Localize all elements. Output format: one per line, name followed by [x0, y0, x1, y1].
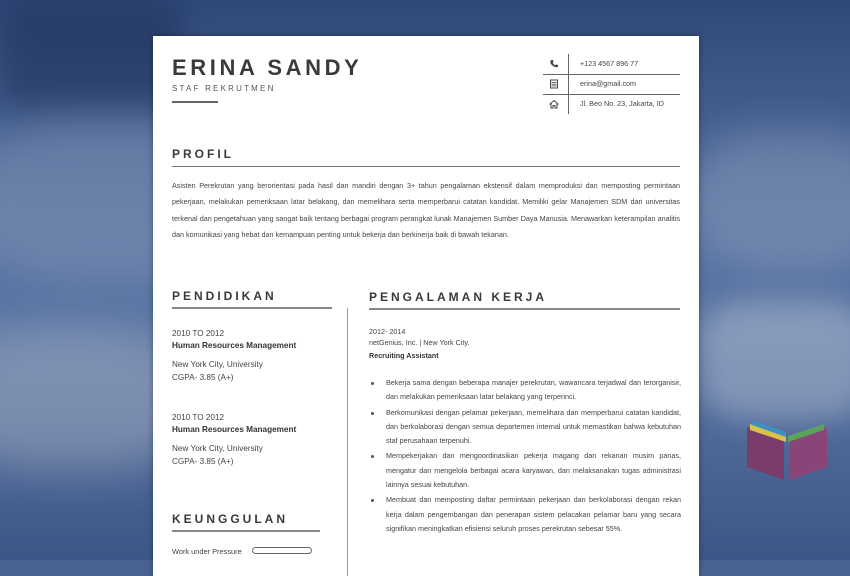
contact-email: erina@gmail.com — [543, 74, 680, 94]
profile-text: Asisten Perekrutan yang berorientasi pada hasil dan mandiri dengan 3+ tahun pengalaman ekstensif dalam memproduksi dan memposting permintaan pekerjaan, melakukan pemeriksaan latar belakang, dan memelihara serta memperbarui catatan kandidat. Memiliki gelar Manajemen SDM dari universitas terkenal dan pengetahuan yang sangat baik tentang berbagai program perangkat lunak Manajemen Sumber Daya Manusia. Menawarkan keterampilan analitis dan komunikasi yang hebat dan kemampuan penting untuk bekerja dan berkinerja baik di bawah tekanan. — [172, 181, 680, 240]
job-bullet: Membuat dan memposting daftar permintaan pekerjaan dan berkolaborasi dengan rekan kerja dalam pengembangan dan penerapan sistem pelacakan pelamar baru yang secara signifikan meningkatkan efisiensi seluruh proses perekrutan sebesar 55%. — [369, 493, 681, 536]
experience-heading: PENGALAMAN KERJA — [369, 290, 548, 304]
profile-rule — [172, 166, 680, 167]
book-graphic — [742, 412, 832, 482]
email-icon — [549, 79, 559, 89]
profile-heading: PROFIL — [172, 147, 234, 161]
candidate-name: ERINA SANDY — [172, 55, 363, 80]
skill-level-bar — [252, 547, 312, 554]
education-item: 2010 TO 2012 Human Resources Management New York City, University CGPA- 3.85 (A+) — [172, 329, 297, 382]
experience-rule — [369, 308, 680, 310]
contact-address: Jl. Beo No. 23, Jakarta, ID — [543, 94, 680, 114]
contact-phone: +123 4567 896 77 — [543, 54, 680, 74]
job-bullets — [369, 376, 681, 536]
phone-icon — [549, 59, 559, 69]
home-icon — [549, 99, 559, 109]
education-item: 2010 TO 2012 Human Resources Management New York City, University CGPA- 3.85 (A+) — [172, 413, 297, 466]
column-divider — [347, 308, 348, 576]
name-underline — [172, 101, 218, 103]
job-bullet: Berkomunikasi dengan pelamar pekerjaan, memelihara dan memperbarui catatan kandidat, dan berkolaborasi dengan semua departemen internal untuk memastikan bahwa kebutuhan staf perusahaan terpenuhi. — [369, 406, 681, 449]
education-rule — [172, 307, 332, 309]
job-bullet: Bekerja sama dengan beberapa manajer perekrutan, wawancara terjadwal dan terorganisir, dan melakukan pemeriksaan latar belakang yang terperinci. — [369, 376, 681, 405]
skills-rule — [172, 530, 320, 532]
candidate-role: STAF REKRUTMEN — [172, 84, 276, 93]
contact-block — [543, 54, 680, 114]
skills-heading: KEUNGGULAN — [172, 512, 288, 526]
resume-page — [153, 36, 699, 576]
education-heading: PENDIDIKAN — [172, 289, 277, 303]
job-entry: 2012- 2014 netGenius, Inc. | New York City. Recruiting Assistant Bekerja sama dengan beberapa manajer perekrutan, wawancara terjadwal dan terorganisir, dan melakukan pemeriksaan latar belakang yang terperinci. Berkomunikasi dengan pelamar pekerjaan, memelihara dan memperbarui catatan kandidat, dan berkolaborasi dengan semua departemen internal untuk memastikan bahwa kebutuhan staf perusahaan terpenuhi. Mempekerjakan dan mengoordinasikan pekerja magang dan rekanan musim panas, mengatur dan mengelola berbagai acara karyawan, dan melaksanakan tugas administrasi lainnya sesuai kebutuhan. Membuat dan memposting daftar permintaan pekerjaan dan berkolaborasi dengan rekan kerja dalam pengembangan dan penerapan sistem pelacakan pelamar baru yang secara signifikan meningkatkan efisiensi seluruh proses perekrutan sebesar 55%. — [369, 326, 681, 361]
job-bullet: Mempekerjakan dan mengoordinasikan pekerja magang dan rekanan musim panas, mengatur dan mengelola berbagai acara karyawan, dan melaksanakan tugas administrasi lainnya sesuai kebutuhan. — [369, 449, 681, 492]
skill-item: Work under Pressure — [172, 544, 332, 558]
